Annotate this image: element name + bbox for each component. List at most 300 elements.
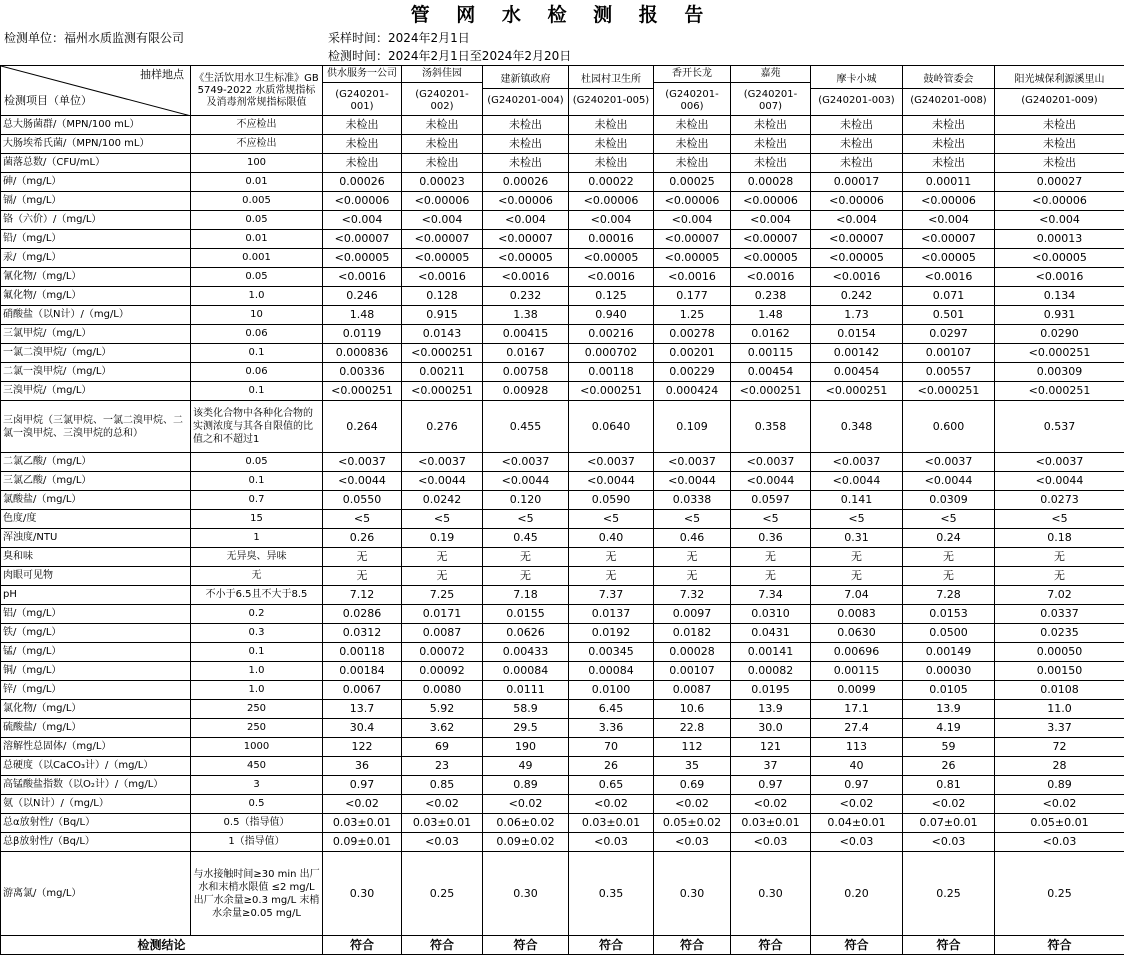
- table-row: [1, 700, 1124, 719]
- item-name: 游离氯/（mg/L）: [1, 852, 191, 936]
- table-row: [1, 472, 1124, 491]
- result-value: 0.18: [995, 529, 1124, 548]
- site-header-7: [811, 66, 903, 116]
- result-value: <0.0016: [483, 268, 569, 287]
- result-value: 0.071: [903, 287, 995, 306]
- result-value: <0.03: [995, 833, 1124, 852]
- result-value: 无: [654, 548, 731, 567]
- result-value: <0.02: [483, 795, 569, 814]
- result-value: 0.0182: [654, 624, 731, 643]
- result-value: <0.03: [903, 833, 995, 852]
- item-name: 总硬度（以CaCO₃计）/（mg/L）: [1, 757, 191, 776]
- standard-limit: 不应检出: [191, 116, 323, 135]
- site-header-3: [483, 66, 569, 116]
- result-value: 0.125: [569, 287, 654, 306]
- result-value: <5: [903, 510, 995, 529]
- result-value: 0.0162: [731, 325, 811, 344]
- standard-limit: 0.05: [191, 453, 323, 472]
- standard-limit: 250: [191, 719, 323, 738]
- table-row: [1, 363, 1124, 382]
- result-value: 0.30: [323, 852, 402, 936]
- result-value: <0.03: [402, 833, 483, 852]
- result-value: 0.00141: [731, 643, 811, 662]
- table-row: [1, 510, 1124, 529]
- result-value: 无: [995, 548, 1124, 567]
- result-value: 无: [654, 567, 731, 586]
- result-value: 72: [995, 738, 1124, 757]
- result-value: 0.0626: [483, 624, 569, 643]
- sample-code: (G240201-005): [571, 89, 651, 107]
- standard-limit: 100: [191, 154, 323, 173]
- result-value: 0.141: [811, 491, 903, 510]
- standard-limit: 0.05: [191, 211, 323, 230]
- result-value: 无: [903, 567, 995, 586]
- result-value: 7.34: [731, 586, 811, 605]
- result-value: <0.000251: [731, 382, 811, 401]
- result-value: <0.0016: [402, 268, 483, 287]
- result-value: 未检出: [402, 116, 483, 135]
- item-name: 铅/（mg/L）: [1, 230, 191, 249]
- result-value: 0.00415: [483, 325, 569, 344]
- result-value: 0.31: [811, 529, 903, 548]
- result-value: 未检出: [569, 116, 654, 135]
- result-value: <0.004: [569, 211, 654, 230]
- table-row: [1, 605, 1124, 624]
- result-value: 0.0286: [323, 605, 402, 624]
- result-value: <0.00006: [569, 192, 654, 211]
- table-row: [1, 306, 1124, 325]
- result-value: <0.00005: [811, 249, 903, 268]
- result-value: 121: [731, 738, 811, 757]
- result-value: 0.69: [654, 776, 731, 795]
- standard-limit: 0.7: [191, 491, 323, 510]
- testing-org: 检测单位：福州水质监测有限公司: [4, 29, 184, 47]
- result-value: 0.0067: [323, 681, 402, 700]
- result-value: <0.00005: [569, 249, 654, 268]
- result-value: 0.0080: [402, 681, 483, 700]
- result-value: 0.00454: [811, 363, 903, 382]
- conclusion-value: 符合: [402, 936, 483, 955]
- item-name: 色度/度: [1, 510, 191, 529]
- result-value: 0.0309: [903, 491, 995, 510]
- result-value: <0.0016: [903, 268, 995, 287]
- result-value: 0.00027: [995, 173, 1124, 192]
- result-value: 0.00028: [654, 643, 731, 662]
- result-value: 0.120: [483, 491, 569, 510]
- table-row: [1, 154, 1124, 173]
- result-value: 0.97: [811, 776, 903, 795]
- result-value: 0.455: [483, 401, 569, 453]
- result-value: 29.5: [483, 719, 569, 738]
- result-value: <0.02: [654, 795, 731, 814]
- result-value: 未检出: [811, 135, 903, 154]
- result-value: 未检出: [995, 116, 1124, 135]
- result-value: 11.0: [995, 700, 1124, 719]
- result-value: 0.00013: [995, 230, 1124, 249]
- standard-limit: 0.05: [191, 268, 323, 287]
- result-value: 0.00454: [731, 363, 811, 382]
- result-value: 0.0087: [402, 624, 483, 643]
- table-row: [1, 192, 1124, 211]
- result-value: 1.48: [323, 306, 402, 325]
- result-value: <0.00006: [483, 192, 569, 211]
- result-value: 0.0550: [323, 491, 402, 510]
- item-name: 二氯一溴甲烷/（mg/L）: [1, 363, 191, 382]
- result-value: <0.004: [995, 211, 1124, 230]
- result-value: 0.00211: [402, 363, 483, 382]
- standard-limit: 0.06: [191, 363, 323, 382]
- result-value: 0.07±0.01: [903, 814, 995, 833]
- result-value: 0.46: [654, 529, 731, 548]
- result-value: 未检出: [483, 116, 569, 135]
- result-value: 0.00028: [731, 173, 811, 192]
- result-value: 0.30: [731, 852, 811, 936]
- result-value: 0.03±0.01: [569, 814, 654, 833]
- conclusion-value: 符合: [483, 936, 569, 955]
- standard-limit: 0.1: [191, 472, 323, 491]
- result-value: 无: [811, 548, 903, 567]
- result-value: 0.00022: [569, 173, 654, 192]
- result-value: 10.6: [654, 700, 731, 719]
- result-value: 0.0108: [995, 681, 1124, 700]
- result-value: <0.0037: [995, 453, 1124, 472]
- result-value: <0.0037: [402, 453, 483, 472]
- item-name: 一氯二溴甲烷/（mg/L）: [1, 344, 191, 363]
- result-value: <0.0016: [654, 268, 731, 287]
- result-value: <5: [402, 510, 483, 529]
- result-value: <0.0016: [731, 268, 811, 287]
- result-value: 无: [569, 548, 654, 567]
- result-value: 0.0500: [903, 624, 995, 643]
- result-value: 0.0312: [323, 624, 402, 643]
- result-value: 0.000424: [654, 382, 731, 401]
- result-value: 0.36: [731, 529, 811, 548]
- result-value: 0.0137: [569, 605, 654, 624]
- result-value: <0.02: [402, 795, 483, 814]
- result-value: <0.004: [483, 211, 569, 230]
- result-value: 0.00107: [654, 662, 731, 681]
- result-value: 0.0083: [811, 605, 903, 624]
- result-value: 无: [323, 567, 402, 586]
- result-value: <0.00005: [654, 249, 731, 268]
- result-value: <0.004: [811, 211, 903, 230]
- result-value: 0.940: [569, 306, 654, 325]
- item-name: 铜/（mg/L）: [1, 662, 191, 681]
- result-value: 0.0099: [811, 681, 903, 700]
- result-value: 0.30: [654, 852, 731, 936]
- result-value: 0.00118: [569, 363, 654, 382]
- item-name: 氨（以N计）/（mg/L）: [1, 795, 191, 814]
- result-value: <0.004: [903, 211, 995, 230]
- result-value: <0.00007: [903, 230, 995, 249]
- item-name: 镉/（mg/L）: [1, 192, 191, 211]
- item-name: 氟化物/（mg/L）: [1, 287, 191, 306]
- result-value: 0.537: [995, 401, 1124, 453]
- result-value: 1.38: [483, 306, 569, 325]
- result-value: 0.242: [811, 287, 903, 306]
- table-row: [1, 719, 1124, 738]
- result-value: <0.0037: [811, 453, 903, 472]
- sample-code: (G240201-008): [905, 89, 992, 107]
- result-value: 0.05±0.01: [995, 814, 1124, 833]
- result-value: 0.03±0.01: [731, 814, 811, 833]
- result-value: 0.35: [569, 852, 654, 936]
- result-value: <0.00007: [811, 230, 903, 249]
- result-value: <0.00006: [811, 192, 903, 211]
- standard-limit: 0.2: [191, 605, 323, 624]
- result-value: 190: [483, 738, 569, 757]
- result-value: <0.0044: [323, 472, 402, 491]
- result-value: 0.00107: [903, 344, 995, 363]
- result-value: 未检出: [903, 154, 995, 173]
- standard-limit: 0.01: [191, 173, 323, 192]
- result-value: <0.0037: [731, 453, 811, 472]
- result-value: 3.37: [995, 719, 1124, 738]
- item-name: 菌落总数/（CFU/mL）: [1, 154, 191, 173]
- result-value: <0.00005: [323, 249, 402, 268]
- table-row: [1, 249, 1124, 268]
- result-value: 未检出: [654, 116, 731, 135]
- result-value: <0.004: [731, 211, 811, 230]
- sample-code: (G240201-004): [485, 89, 566, 107]
- result-value: <0.004: [323, 211, 402, 230]
- result-value: 0.65: [569, 776, 654, 795]
- result-value: 未检出: [731, 154, 811, 173]
- result-value: <0.03: [731, 833, 811, 852]
- result-value: 0.0155: [483, 605, 569, 624]
- result-value: <0.02: [811, 795, 903, 814]
- result-value: 17.1: [811, 700, 903, 719]
- result-value: 无: [402, 567, 483, 586]
- conclusion-row: [1, 936, 1124, 955]
- standard-limit: 3: [191, 776, 323, 795]
- result-value: 30.4: [323, 719, 402, 738]
- result-value: 58.9: [483, 700, 569, 719]
- site-name: 鼓岭管委会: [903, 74, 994, 89]
- result-value: 0.00115: [811, 662, 903, 681]
- result-value: 26: [569, 757, 654, 776]
- table-row: [1, 268, 1124, 287]
- conclusion-label: 检测结论: [1, 936, 323, 955]
- table-row: [1, 325, 1124, 344]
- result-value: 0.0640: [569, 401, 654, 453]
- result-value: 0.19: [402, 529, 483, 548]
- result-value: <0.00006: [402, 192, 483, 211]
- corner-cell: [1, 66, 191, 116]
- result-value: <0.004: [654, 211, 731, 230]
- result-value: 7.18: [483, 586, 569, 605]
- result-value: <5: [811, 510, 903, 529]
- item-name: 三溴甲烷/（mg/L）: [1, 382, 191, 401]
- result-value: 0.00142: [811, 344, 903, 363]
- site-header-6: [731, 66, 811, 116]
- result-value: <0.000251: [569, 382, 654, 401]
- site-name: 嘉苑: [731, 68, 810, 83]
- result-value: 无: [811, 567, 903, 586]
- result-value: <0.02: [731, 795, 811, 814]
- result-value: 0.0431: [731, 624, 811, 643]
- standard-limit: 0.005: [191, 192, 323, 211]
- result-value: <0.02: [995, 795, 1124, 814]
- table-row: [1, 738, 1124, 757]
- result-value: <5: [654, 510, 731, 529]
- corner-bottom-label: 检测项目（单位）: [4, 95, 92, 107]
- result-value: 1.25: [654, 306, 731, 325]
- item-name: 总β放射性/（Bq/L）: [1, 833, 191, 852]
- result-value: 0.600: [903, 401, 995, 453]
- table-row: [1, 681, 1124, 700]
- table-row: [1, 624, 1124, 643]
- conclusion-value: 符合: [654, 936, 731, 955]
- standard-limit: 与水接触时间≥30 min 出厂水和末梢水限值 ≤2 mg/L 出厂水余量≥0.3 mg/L 末梢水余量≥0.05 mg/L: [191, 852, 323, 936]
- result-value: 6.45: [569, 700, 654, 719]
- result-value: 0.000836: [323, 344, 402, 363]
- test-time: 检测时间：2024年2月1日至2024年2月20日: [328, 47, 571, 65]
- table-row: [1, 795, 1124, 814]
- result-value: 未检出: [995, 154, 1124, 173]
- result-value: 0.0630: [811, 624, 903, 643]
- site-header-2: [402, 66, 483, 116]
- corner-top-label: 抽样地点: [140, 69, 184, 81]
- result-value: 0.00026: [323, 173, 402, 192]
- result-value: 0.89: [483, 776, 569, 795]
- result-value: 0.00309: [995, 363, 1124, 382]
- table-row: [1, 833, 1124, 852]
- standard-limit: 无异臭、异味: [191, 548, 323, 567]
- table-row: [1, 548, 1124, 567]
- result-value: 0.03±0.01: [402, 814, 483, 833]
- result-value: 3.36: [569, 719, 654, 738]
- result-value: <0.0044: [654, 472, 731, 491]
- result-value: <0.03: [569, 833, 654, 852]
- result-value: 0.03±0.01: [323, 814, 402, 833]
- result-value: 0.89: [995, 776, 1124, 795]
- result-value: 0.00023: [402, 173, 483, 192]
- result-value: <0.000251: [903, 382, 995, 401]
- result-value: 0.26: [323, 529, 402, 548]
- result-value: 0.109: [654, 401, 731, 453]
- item-name: 三卤甲烷（三氯甲烷、一氯二溴甲烷、二氯一溴甲烷、三溴甲烷的总和）: [1, 401, 191, 453]
- standard-limit: 不小于6.5且不大于8.5: [191, 586, 323, 605]
- item-name: 氯化物/（mg/L）: [1, 700, 191, 719]
- conclusion-value: 符合: [731, 936, 811, 955]
- result-value: <5: [323, 510, 402, 529]
- standard-limit: 0.001: [191, 249, 323, 268]
- result-value: <0.000251: [402, 344, 483, 363]
- result-value: 0.0192: [569, 624, 654, 643]
- result-value: 0.0097: [654, 605, 731, 624]
- conclusion-value: 符合: [903, 936, 995, 955]
- result-value: 0.0111: [483, 681, 569, 700]
- table-row: [1, 116, 1124, 135]
- result-value: <0.00005: [731, 249, 811, 268]
- result-value: <0.0016: [995, 268, 1124, 287]
- result-value: 0.25: [903, 852, 995, 936]
- result-value: <0.0037: [569, 453, 654, 472]
- result-value: <5: [731, 510, 811, 529]
- result-value: 35: [654, 757, 731, 776]
- result-value: 69: [402, 738, 483, 757]
- item-name: 铁/（mg/L）: [1, 624, 191, 643]
- result-value: 0.00184: [323, 662, 402, 681]
- result-value: 0.04±0.01: [811, 814, 903, 833]
- result-value: 49: [483, 757, 569, 776]
- result-value: 0.0171: [402, 605, 483, 624]
- item-name: 三氯乙酸/（mg/L）: [1, 472, 191, 491]
- result-value: 0.00216: [569, 325, 654, 344]
- result-value: 0.0154: [811, 325, 903, 344]
- result-value: <0.03: [811, 833, 903, 852]
- item-name: pH: [1, 586, 191, 605]
- result-value: <0.0044: [995, 472, 1124, 491]
- site-header-8: [903, 66, 995, 116]
- result-value: <0.00005: [402, 249, 483, 268]
- result-value: 0.00433: [483, 643, 569, 662]
- result-value: 0.238: [731, 287, 811, 306]
- result-value: <0.00006: [903, 192, 995, 211]
- result-value: <0.00006: [731, 192, 811, 211]
- site-name: 摩卡小城: [811, 74, 902, 89]
- item-name: 总α放射性/（Bq/L）: [1, 814, 191, 833]
- result-value: 23: [402, 757, 483, 776]
- item-name: 砷/（mg/L）: [1, 173, 191, 192]
- result-value: 27.4: [811, 719, 903, 738]
- result-value: <0.00007: [483, 230, 569, 249]
- result-value: 0.30: [483, 852, 569, 936]
- result-value: 0.00345: [569, 643, 654, 662]
- result-value: <0.0016: [323, 268, 402, 287]
- table-row: [1, 211, 1124, 230]
- site-name: 杜园村卫生所: [569, 74, 653, 89]
- result-value: 0.00025: [654, 173, 731, 192]
- result-value: 3.62: [402, 719, 483, 738]
- result-value: <0.02: [903, 795, 995, 814]
- result-value: 0.00082: [731, 662, 811, 681]
- table-row: [1, 382, 1124, 401]
- table-row: [1, 287, 1124, 306]
- result-value: 0.134: [995, 287, 1124, 306]
- standard-limit: 1000: [191, 738, 323, 757]
- result-value: 0.0290: [995, 325, 1124, 344]
- result-value: 无: [569, 567, 654, 586]
- result-value: 0.00016: [569, 230, 654, 249]
- result-value: <0.00007: [402, 230, 483, 249]
- result-value: <0.00005: [903, 249, 995, 268]
- result-value: 无: [731, 567, 811, 586]
- item-name: 铝/（mg/L）: [1, 605, 191, 624]
- result-value: 36: [323, 757, 402, 776]
- result-value: 未检出: [811, 116, 903, 135]
- site-name: 供水服务一公司: [323, 68, 401, 83]
- table-row: [1, 814, 1124, 833]
- result-value: 0.0100: [569, 681, 654, 700]
- site-name: 香开长龙: [654, 68, 730, 83]
- standard-limit: 0.1: [191, 344, 323, 363]
- result-value: <0.00007: [323, 230, 402, 249]
- result-value: 7.02: [995, 586, 1124, 605]
- site-name: 阳光城保利源溪里山: [995, 74, 1124, 89]
- standard-limit: 0.01: [191, 230, 323, 249]
- site-name: 建新镇政府: [483, 74, 568, 89]
- result-value: 0.85: [402, 776, 483, 795]
- result-value: 0.97: [323, 776, 402, 795]
- result-value: 0.0153: [903, 605, 995, 624]
- standard-limit: 0.5（指导值）: [191, 814, 323, 833]
- standard-limit: 无: [191, 567, 323, 586]
- result-value: 122: [323, 738, 402, 757]
- sample-time: 采样时间：2024年2月1日: [328, 29, 470, 47]
- header-row: [1, 66, 1124, 116]
